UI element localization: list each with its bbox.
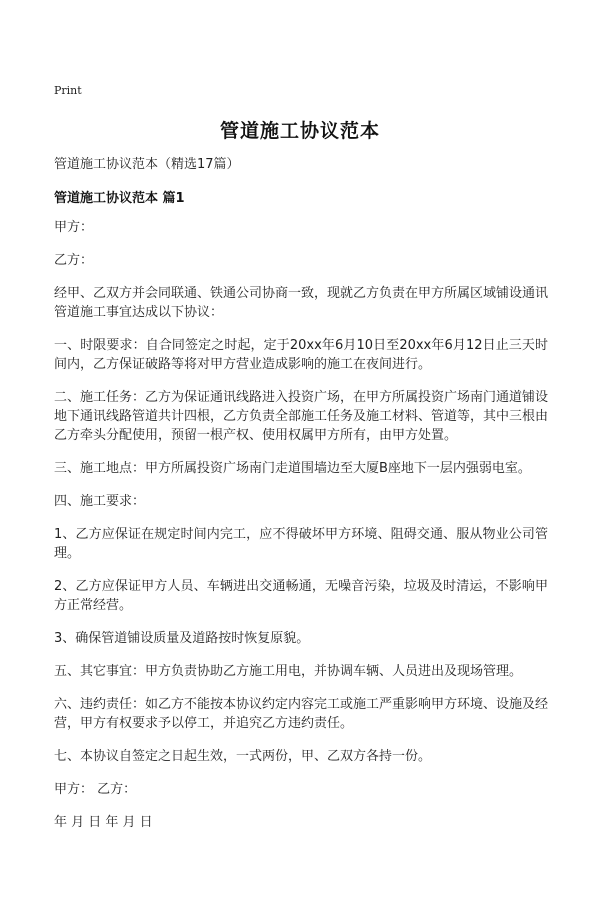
section-heading: 管道施工协议范本 篇1 bbox=[54, 191, 185, 206]
party-b-line: 乙方： bbox=[54, 253, 94, 268]
clause-breach-liability: 六、违约责任：如乙方不能按本协议约定内容完工或施工严重影响甲方环境、设施及经营，甲方有权要求予以停工，并追究乙方违约责任。 bbox=[54, 697, 549, 731]
clause-construction-site: 三、施工地点：甲方所属投资广场南门走道围墙边至大厦B座地下一层内强弱电室。 bbox=[54, 461, 531, 476]
document-title: 管道施工协议范本 bbox=[219, 120, 380, 142]
document-subtitle: 管道施工协议范本（精选17篇） bbox=[54, 157, 240, 172]
clause-effective: 七、本协议自签定之日起生效，一式两份，甲、乙双方各持一份。 bbox=[54, 749, 432, 764]
print-label[interactable]: Print bbox=[54, 84, 82, 97]
clause-construction-task: 二、施工任务：乙方为保证通讯线路进入投资广场，在甲方所属投资广场南门通道铺设地下通讯线路管道共计四根，乙方负责全部施工任务及施工材料、管道等，其中三根由乙方牵头分配使用，预留一根产权、使用权属甲方所有，由甲方处置。 bbox=[54, 390, 549, 443]
agreement-body bbox=[54, 218, 548, 846]
requirement-2: 2、乙方应保证甲方人员、车辆进出交通畅通，无噪音污染，垃圾及时清运，不影响甲方正常经营。 bbox=[54, 579, 548, 613]
clause-time-limit: 一、时限要求：自合同签定之时起，定于20xx年6月10日至20xx年6月12日止三天时间内，乙方保证破路等将对甲方营业造成影响的施工在夜间进行。 bbox=[54, 338, 548, 372]
signature-date-line: 年 月 日 年 月 日 bbox=[54, 815, 153, 830]
requirement-1: 1、乙方应保证在规定时间内完工，应不得破坏甲方环境、阻碍交通、服从物业公司管理。 bbox=[54, 527, 548, 561]
clause-other-matters: 五、其它事宜：甲方负责协助乙方施工用电，并协调车辆、人员进出及现场管理。 bbox=[54, 664, 523, 679]
requirement-3: 3、确保管道铺设质量及道路按时恢复原貌。 bbox=[54, 631, 310, 646]
signature-parties-line: 甲方： 乙方： bbox=[54, 782, 137, 797]
clause-requirements-heading: 四、施工要求： bbox=[54, 494, 146, 509]
party-a-line: 甲方： bbox=[54, 220, 94, 235]
intro-paragraph: 经甲、乙双方并会同联通、铁通公司协商一致，现就乙方负责在甲方所属区域铺设通讯管道施工事宜达成以下协议： bbox=[54, 286, 549, 320]
